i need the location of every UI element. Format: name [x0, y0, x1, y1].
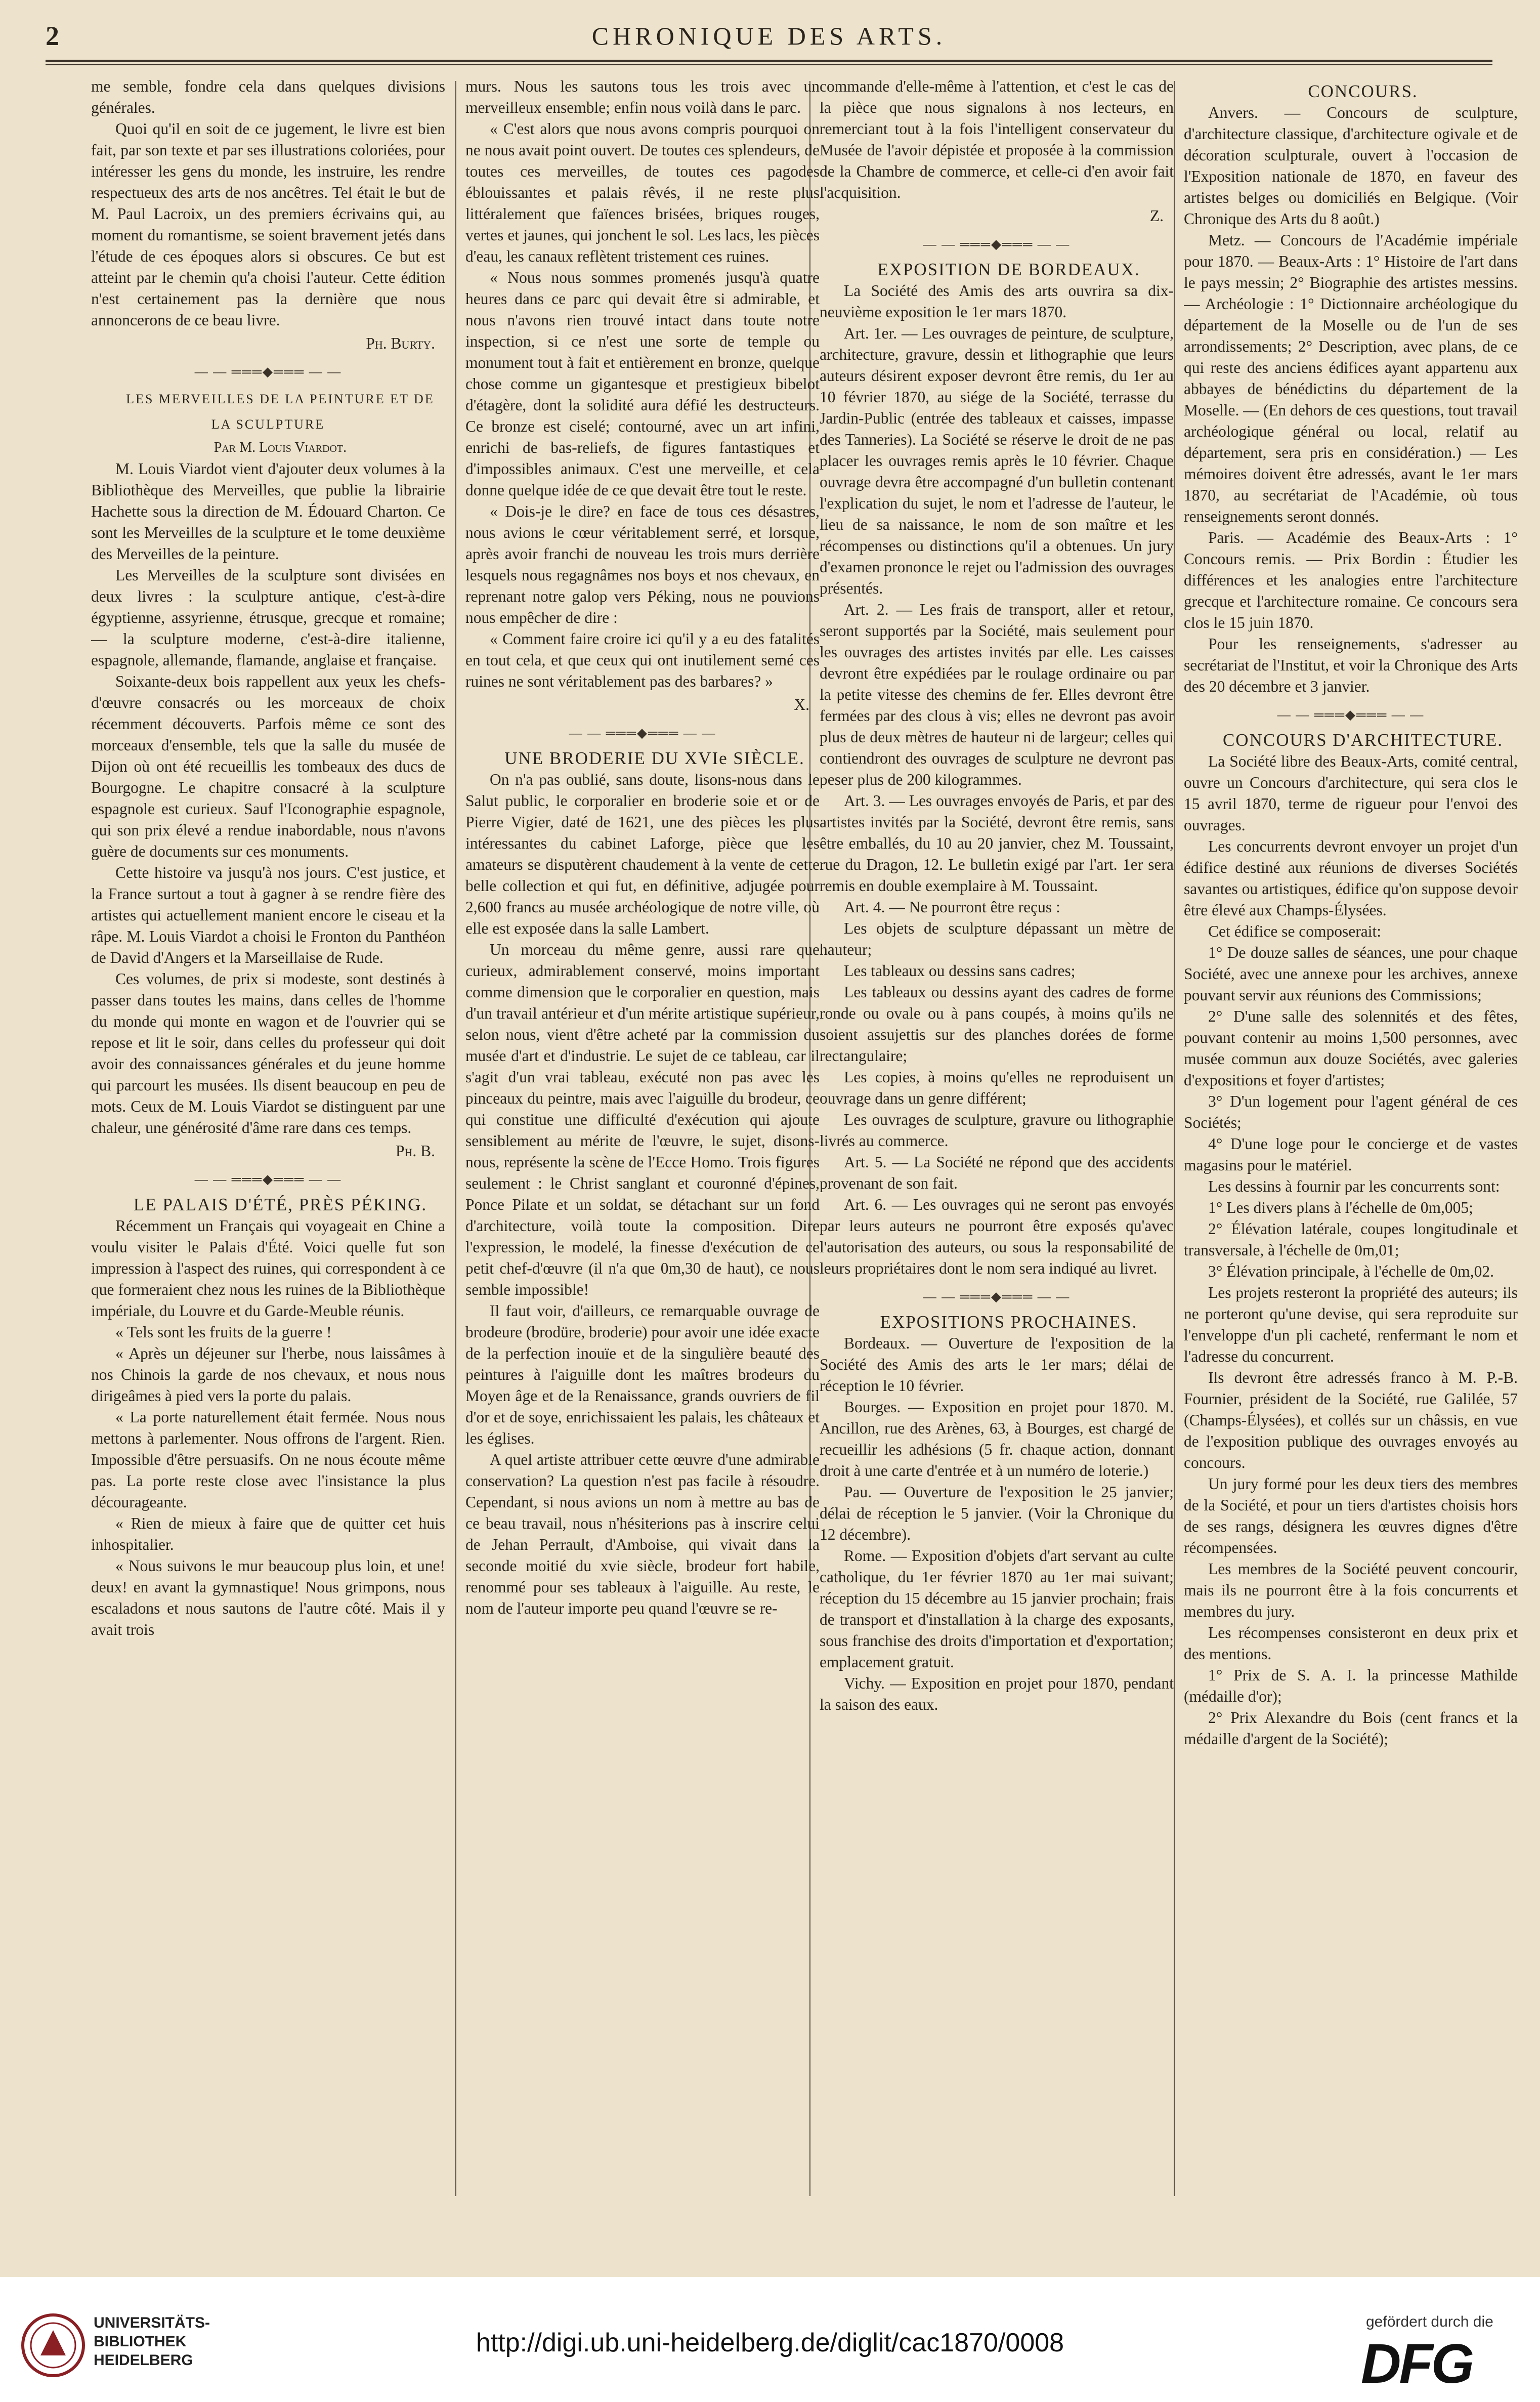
- funded-by-label: gefördert durch die: [1366, 2313, 1493, 2330]
- paragraph: 1° Prix de S. A. I. la princesse Mathilde (médaille d'or);: [1184, 1666, 1518, 1705]
- paragraph: Art. 5. — La Société ne répond que des accidents provenant de son fait.: [820, 1153, 1174, 1192]
- paragraph: Les copies, à moins qu'elles ne reproduisent un ouvrage dans un genre différent;: [820, 1068, 1174, 1107]
- divider-ornament: [820, 234, 1174, 255]
- article-heading: EXPOSITION DE BORDEAUX.: [877, 260, 1140, 279]
- article-heading: CONCOURS.: [1308, 81, 1418, 101]
- paragraph: Un morceau du même genre, aussi rare que curieux, admirablement conservé, moins important comme dimension que le corporalier en question, mais d'un travail antérieur et d'un mérite artistique supérieur, selon nous, vient d'être acheté par la commission du musée d'art et d'industrie. Le sujet de ce tableau, car il s'agit d'un vrai tableau, exécuté non pas avec les pinceaux du peintre, mais avec l'aiguille du brodeur, ce qui constitue une difficulté d'exécution qui ajoute sensiblement au mérite de l'œuvre, le sujet, disons-nous, représente la scène de l'Ecce Homo. Trois figures seulement : le Christ sanglant et couronné d'épines, Ponce Pilate et un soldat, se détachant sur un fond d'architecture, voilà toute la composition. Dire l'expression, le modelé, la finesse d'exécution de ce petit chef-d'œuvre (il n'a que 0m,30 de haut), ce nous semble impossible!: [465, 941, 820, 1298]
- paragraph: « Après un déjeuner sur l'herbe, nous laissâmes à nos Chinois la garde de nos chevaux, et nous nous dirigeâmes à pied vers la porte du palais.: [91, 1344, 445, 1405]
- source-url-link[interactable]: http://digi.ub.uni-heidelberg.de/diglit/cac1870/0008: [476, 2328, 1064, 2357]
- paragraph: 4° D'une loge pour le concierge et de vastes magasins pour le matériel.: [1184, 1135, 1518, 1174]
- paragraph: « Tels sont les fruits de la guerre !: [115, 1323, 332, 1341]
- paragraph: 2° Prix Alexandre du Bois (cent francs et la médaille d'argent de la Société);: [1184, 1709, 1518, 1748]
- paragraph: « Comment faire croire ici qu'il y a eu des fatalités en tout cela, et que ceux qui ont inutilement semé ces ruines ne sont véritablement pas des barbares? »: [465, 630, 820, 690]
- paragraph: « C'est alors que nous avons compris pourquoi on ne nous avait point ouvert. De toutes ces splendeurs, de toutes ces merveilles, de toutes ces pagodes éblouissantes et palais rêvés, il ne reste plus littéralement que faïences brisées, briques rouges, vertes et jaunes, qui jonchent le sol. Les lacs, les pièces d'eau, les canaux reflètent tristement ces ruines.: [465, 120, 820, 265]
- institution-name: UNIVERSITÄTS- BIBLIOTHEK HEIDELBERG: [94, 2314, 210, 2369]
- column-2: [465, 76, 820, 2211]
- column-rule: [455, 81, 456, 2196]
- paragraph: Les tableaux ou dessins sans cadres;: [844, 962, 1076, 980]
- paragraph: Bordeaux. — Ouverture de l'exposition de la Société des Amis des arts le 1er mars; délai de réception le 10 février.: [820, 1334, 1174, 1395]
- paragraph: Vichy. — Exposition en projet pour 1870, pendant la saison des eaux.: [820, 1674, 1174, 1713]
- paragraph: 1° De douze salles de séances, une pour chaque Société, avec une annexe pour les archives, annexe pouvant servir aux réunions des Commissions;: [1184, 944, 1518, 1004]
- paragraph: 2° D'une salle des solennités et des fêtes, pouvant contenir au moins 1,500 personnes, avec musée commun aux douze Sociétés, avec galeries d'expositions et foyer d'artistes;: [1184, 1007, 1518, 1089]
- paragraph: Les récompenses consisteront en deux prix et des mentions.: [1184, 1624, 1518, 1663]
- paragraph: M. Louis Viardot vient d'ajouter deux volumes à la Bibliothèque des Merveilles, que publie la librairie Hachette sous la direction de M. Édouard Charton. Ce sont les Merveilles de la sculpture et le tome deuxième des Merveilles de la peinture.: [91, 460, 445, 563]
- paragraph: Un jury formé pour les deux tiers des membres de la Société, et pour un tiers d'artistes choisis hors de ses rangs, désignera les œuvres dignes d'être récompensées.: [1184, 1475, 1518, 1556]
- paragraph: On n'a pas oublié, sans doute, lisons-nous dans le Salut public, le corporalier en broderie soie et or de Pierre Vigier, daté de 1621, une des pièces les plus intéressantes du cabinet Laforge, pièce que les amateurs se disputèrent chaudement à la vente de cette belle collection et qui fut, en définitive, adjugée pour 2,600 francs au musée archéologique de notre ville, où elle est exposée dans la salle Lambert.: [465, 771, 820, 937]
- paragraph: Art. 2. — Les frais de transport, aller et retour, seront supportés par la Société, mais seulement pour les ouvrages des artistes invités par elle. Les caisses devront être expédiées par le roulage ordinaire ou par la petite vitesse des chemins de fer. Elles devront être fermées par des clous à vis; elles ne devront pas avoir plus de deux mètres de hauteur ni de largeur; celles qui contiendront des ouvrages de sculpture ne devront pas peser plus de 200 kilogrammes.: [820, 601, 1174, 788]
- paragraph: « Nous suivons le mur beaucoup plus loin, et une! deux! en avant la gymnastique! Nous grimpons, nous escaladons et nous sautons de l'autre côté. Mais il y avait trois: [91, 1557, 445, 1638]
- paragraph: Les projets resteront la propriété des auteurs; ils ne porteront qu'une devise, qui sera reproduite sur l'enveloppe d'un pli cacheté, renfermant le nom et l'adresse du concurrent.: [1184, 1284, 1518, 1365]
- paragraph: Metz. — Concours de l'Académie impériale pour 1870. — Beaux-Arts : 1° Histoire de l'art dans le pays messin; 2° Biographie des artistes messins. — Archéologie : 1° Dictionnaire archéologique du département de la Moselle ou de l'un de ses arrondissements; 2° Description, avec plans, de ce qui reste des anciens édifices ayant appartenu aux abbayes de bénédictins du département de la Moselle. — (En dehors de ces questions, tout travail archéologique général ou local, relatif au département, sera pris en considération.) — Les mémoires doivent être adressés, avant le 1er mars 1870, au secrétariat de l'Académie, où tous renseignements seront donnés.: [1184, 231, 1518, 525]
- column-4: [1184, 76, 1518, 2211]
- page-header: [46, 20, 1492, 56]
- article-heading: LES MERVEILLES DE LA PEINTURE ET DE LA SCULPTURE: [126, 392, 435, 432]
- header-rule: [46, 60, 1492, 62]
- paragraph: Art. 3. — Les ouvrages envoyés de Paris, et par des artistes invités par la Société, devront être remis, sans être emballés, du 10 au 20 janvier, chez M. Toussaint, rue du Dragon, 12. Le bulletin exigé par l'art. 1er sera remis en double exemplaire à M. Toussaint.: [820, 792, 1174, 895]
- paragraph: Bourges. — Exposition en projet pour 1870. M. Ancillon, rue des Arènes, 63, à Bourges, est chargé de recueillir les adhésions (5 fr. chaque action, donnant droit à une carte d'entrée et à un numéro de loterie.): [820, 1398, 1174, 1480]
- paragraph: A quel artiste attribuer cette œuvre d'une admirable conservation? La question n'est pas facile à résoudre. Cependant, si nous avions un nom à mettre au bas de ce beau travail, nous n'hésiterions pas à inscrire celui de Jehan Perrault, d'Amboise, qui vivait dans la seconde moitié du xvie siècle, brodeur fort habile, renommé pour ses tableaux à l'aiguille. Au reste, le nom de l'auteur importe peu quand l'œuvre se re-: [465, 1451, 820, 1617]
- signature: X.: [794, 696, 809, 713]
- paragraph: Il faut voir, d'ailleurs, ce remarquable ouvrage de brodeure (brodüre, broderie) pour avoir une idée exacte de la perfection inouïe et de la singulière beauté des peintures à l'aiguille dont les maîtres brodeurs du Moyen âge et de la Renaissance, grands ouvriers de fil d'or et de soye, enrichissaient les palais, les châteaux et les églises.: [465, 1302, 820, 1447]
- paragraph: Cette histoire va jusqu'à nos jours. C'est justice, et la France surtout a tout à gagner à se rendre fière des artistes qui actuellement manient encore le ciseau et la râpe. M. Louis Viardot a choisi le Fronton du Panthéon de David d'Angers et la Marseillaise de Rude.: [91, 864, 445, 966]
- digitization-footer: [0, 2277, 1540, 2402]
- paragraph: 3° Élévation principale, à l'échelle de 0m,02.: [1208, 1262, 1494, 1280]
- divider-ornament: [91, 361, 445, 383]
- page-number: 2: [46, 21, 59, 51]
- paragraph: La Société des Amis des arts ouvrira sa dix-neuvième exposition le 1er mars 1870.: [820, 282, 1174, 321]
- paragraph: Les Merveilles de la sculpture sont divisées en deux livres : la sculpture antique, c'est-à-dire égyptienne, assyrienne, étrusque, grecque et romaine; — la sculpture moderne, c'est-à-dire italienne, espagnole, allemande, flamande, anglaise et française.: [91, 566, 445, 669]
- paragraph: Rome. — Exposition d'objets d'art servant au culte catholique, du 1er février 1870 au 1er mai suivant; réception du 15 décembre au 15 janvier prochain; frais de transport et d'installation à la charge des exposants, sous franchise des droits d'importation et d'exportation; emplacement gratuit.: [820, 1547, 1174, 1671]
- paragraph: Les objets de sculpture dépassant un mètre de hauteur;: [820, 919, 1174, 958]
- paragraph: Anvers. — Concours de sculpture, d'architecture classique, d'architecture ogivale et de décoration sculpturale, ouvert à l'occasion de l'Exposition nationale de 1870, en faveur des artistes belges ou domiciliés en Belgique. (Voir Chronique des Arts du 8 août.): [1184, 104, 1518, 228]
- paragraph: 2° Élévation latérale, coupes longitudinale et transversale, à l'échelle de 0m,01;: [1184, 1220, 1518, 1259]
- paragraph: Les tableaux ou dessins ayant des cadres de forme ronde ou ovale ou à pans coupés, à moins qu'ils ne soient assujettis sur des planches dorées de forme rectangulaire;: [820, 983, 1174, 1065]
- running-title: CHRONIQUE DES ARTS.: [591, 22, 947, 50]
- column-3: [820, 76, 1174, 2211]
- divider-ornament: [820, 1286, 1174, 1308]
- column-1: [91, 76, 445, 2211]
- divider-ornament: [91, 1169, 445, 1190]
- paragraph: Paris. — Académie des Beaux-Arts : 1° Concours remis. — Prix Bordin : Étudier les différences et les analogies entre l'architecture grecque et l'architecture romaine. Ce concours sera clos le 15 juin 1870.: [1184, 529, 1518, 631]
- paragraph: Pau. — Ouverture de l'exposition le 25 janvier; délai de réception le 5 janvier. (Voir la Chronique du 12 décembre).: [820, 1483, 1174, 1543]
- paragraph: Les ouvrages de sculpture, gravure ou lithographie livrés au commerce.: [820, 1111, 1174, 1150]
- article-heading: CONCOURS D'ARCHITECTURE.: [1222, 730, 1504, 750]
- divider-ornament: [1184, 704, 1518, 726]
- signature: Ph. B.: [395, 1142, 435, 1160]
- paragraph: Les dessins à fournir par les concurrents sont:: [1208, 1177, 1500, 1195]
- paragraph: Soixante-deux bois rappellent aux yeux les chefs-d'œuvre consacrés ou les morceaux de choix récemment découverts. Parfois même ce sont des morceaux d'ensemble, tels que la salle du musée de Dijon où ont été recueillis les tombeaux des ducs de Bourgogne. Le chapitre consacré à la sculpture espagnole est curieux. Sauf l'Iconographie espagnole, qui son prix élevé a rendue inabordable, nous n'avons guère de documents sur ces monuments.: [91, 672, 445, 860]
- paragraph: me semble, fondre cela dans quelques divisions générales.: [91, 77, 445, 116]
- paragraph: murs. Nous les sautons tous les trois avec un merveilleux ensemble; enfin nous voilà dans le parc.: [465, 77, 820, 116]
- paragraph: Récemment un Français qui voyageait en Chine a voulu visiter le Palais d'Été. Voici quelle fut son impression à l'aspect des ruines, qui correspondent à ce que formeraient chez nous les ruines de la Bibliothèque impériale, du Louvre et du Garde-Meuble réunis.: [91, 1217, 445, 1320]
- column-rule: [1174, 81, 1175, 2196]
- divider-ornament: [465, 723, 820, 744]
- paragraph: 1° Les divers plans à l'échelle de 0m,005;: [1208, 1199, 1473, 1216]
- paragraph: Les membres de la Société peuvent concourir, mais ils ne pourront être à la fois concurrents et membres du jury.: [1184, 1560, 1518, 1620]
- article-heading: UNE BRODERIE DU XVIe SIÈCLE.: [504, 748, 805, 768]
- paragraph: Ces volumes, de prix si modeste, sont destinés à passer dans toutes les mains, dans celles de l'homme du monde qui monte en wagon et de l'ouvrier qui se repose et lit le soir, dans celles du professeur qui doit avoir des connaissances générales et du jeune homme qui parcourt les musées. Ils disent beaucoup en peu de mots. Ceux de M. Louis Viardot se distinguent par une chaleur, une générosité d'âme rare dans ces temps.: [91, 970, 445, 1136]
- paragraph: Cet édifice se composerait:: [1208, 922, 1381, 940]
- paragraph: « La porte naturellement était fermée. Nous nous mettons à parlementer. Nous offrons de l'argent. Rien. Impossible d'être persuasifs. On ne nous écoute même pas. La porte reste close avec l'insistance la plus décourageante.: [91, 1408, 445, 1511]
- paragraph: Art. 1er. — Les ouvrages de peinture, de sculpture, architecture, gravure, dessin et lithographie que leurs auteurs désirent exposer devront être remis, du 1er au 10 février 1870, au siége de la Société, terrasse du Jardin-Public (entrée des tableaux et caisses, impasse des Tanneries). La Société se réserve le droit de ne pas placer les ouvrages remis après le 10 février. Chaque ouvrage devra être accompagné d'un bulletin contenant l'explication du sujet, le nom et l'adresse de l'auteur, le lieu de sa naissance, le nom de son maître et les récompenses ou distinctions qu'il a obtenues. Un jury d'examen prononce le rejet ou l'admission des ouvrages présentés.: [820, 324, 1174, 597]
- signature: Ph. Burty.: [366, 334, 435, 352]
- paragraph: « Dois-je le dire? en face de tous ces désastres, nous avions le cœur véritablement serré, et lorsque, après avoir franchi de nouveau les trois murs derrière lesquels nous regagnâmes nos boys et nos chevaux, en reprenant notre galop vers Péking, nous ne pouvions nous empêcher de dire :: [465, 502, 820, 626]
- signature: Z.: [1149, 207, 1164, 225]
- paragraph: Art. 6. — Les ouvrages qui ne seront pas envoyés par leurs auteurs ne pourront être exposés qu'avec l'autorisation des auteurs, ou sous la responsabilité de leurs propriétaires dont le nom sera indiqué au livret.: [820, 1196, 1174, 1277]
- article-heading: EXPOSITIONS PROCHAINES.: [880, 1312, 1138, 1332]
- paragraph: Quoi qu'il en soit de ce jugement, le livre est bien fait, par son texte et par ses illustrations coloriées, pour intéresser les gens du monde, les instruire, les rendre respectueux des arts de nos ancêtres. Tel était le but de M. Paul Lacroix, un des premiers écrivains qui, au moment du romantisme, se soient bravement jetés dans l'étude de ces époques alors si obscures. Ce but est atteint par le chemin qu'a choisi l'auteur. Cette édition n'est certainement pas la dernière que nous annoncerons de ce beau livre.: [91, 120, 445, 329]
- paragraph: Les concurrents devront envoyer un projet d'un édifice destiné aux réunions de diverses Sociétés savantes ou artistiques, édifice qu'on suppose devoir être élevé aux Champs-Élysées.: [1184, 837, 1518, 919]
- paragraph: Ils devront être adressés franco à M. P.-B. Fournier, président de la Société, rue Galilée, 57 (Champs-Élysées), et collés sur un châssis, en vue de l'exposition publique des ouvrages envoyés au concours.: [1184, 1369, 1518, 1471]
- article-heading: LE PALAIS D'ÉTÉ, PRÈS PÉKING.: [133, 1195, 427, 1214]
- paragraph: La Société libre des Beaux-Arts, comité central, ouvre un Concours d'architecture, qui sera clos le 15 avril 1870, terme de rigueur pour l'envoi des ouvrages.: [1184, 752, 1518, 834]
- header-rule-thin: [46, 64, 1492, 65]
- byline: Par M. Louis Viardot.: [213, 440, 347, 455]
- paragraph: Art. 4. — Ne pourront être reçus :: [844, 898, 1060, 916]
- paragraph: « Rien de mieux à faire que de quitter cet huis inhospitalier.: [91, 1514, 445, 1553]
- dfg-logo: DFG: [1361, 2333, 1473, 2395]
- paragraph: « Nous nous sommes promenés jusqu'à quatre heures dans ce parc qui devait être si admirable, et nous n'avons rien trouvé intact dans toute notre inspection, si ce n'est une sorte de temple ou monument tout à fait et entièrement en bronze, quelque chose comme un gigantesque et prestigieux bibelot d'étagère, dont la solidité aura défié les destructeurs. Ce bronze est ciselé; contourné, avec un art infini, enrichi de bas-reliefs, de figures fantastiques et d'impossibles animaux. C'est une merveille, et cela donne quelque idée de ce que devait être tout le reste.: [465, 269, 820, 499]
- paragraph: commande d'elle-même à l'attention, et c'est le cas de la pièce que nous signalons à nos lecteurs, en remerciant tout à la fois l'intelligent conservateur du Musée de l'avoir dépistée et proposée à la commission de la Chambre de commerce, et celle-ci d'en avoir fait l'acquisition.: [820, 77, 1174, 201]
- paragraph: 3° D'un logement pour l'agent général de ces Sociétés;: [1184, 1092, 1518, 1131]
- paragraph: Pour les renseignements, s'adresser au secrétariat de l'Institut, et voir la Chronique des Arts des 20 décembre et 3 janvier.: [1184, 635, 1518, 695]
